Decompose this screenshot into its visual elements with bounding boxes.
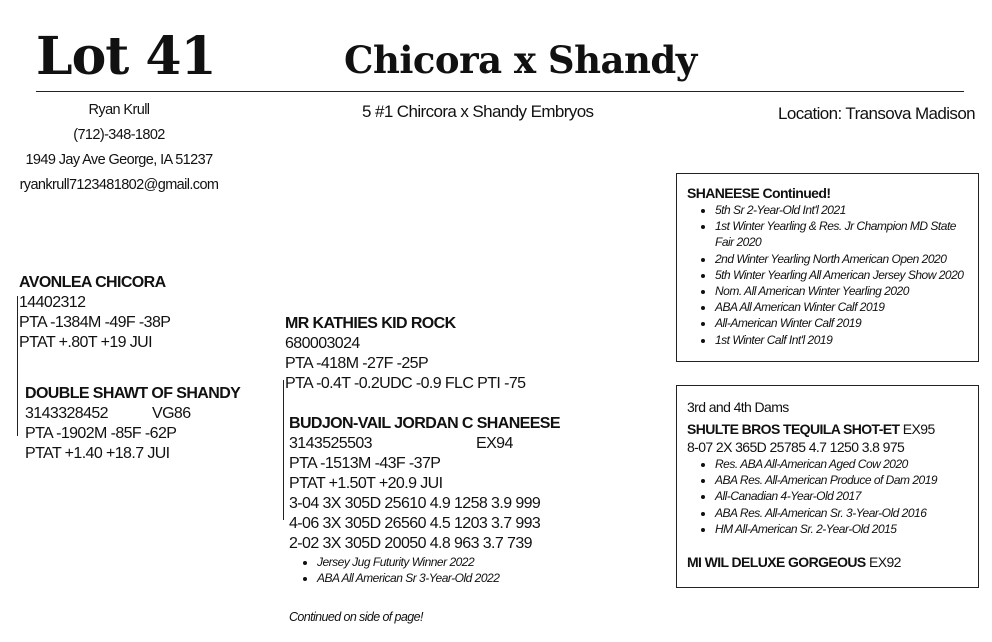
granddam-block	[289, 414, 560, 586]
dam3-record: 8-07 2X 365D 25785 4.7 1250 3.8 975	[687, 439, 905, 455]
list-item: • ABA All American Winter Calf 2019	[715, 299, 970, 315]
list-item: • 5th Winter Yearling All American Jersey Show 2020	[715, 267, 970, 283]
list-item: • Res. ABA All-American Aged Cow 2020	[715, 456, 970, 472]
dam-ptat: PTAT +1.40 +18.7 JUI	[25, 445, 170, 462]
dam-score: VG86	[152, 405, 191, 422]
dam3-score: EX95	[902, 421, 935, 437]
granddam-reg: 3143525503	[289, 435, 372, 452]
sire-ptat: PTAT +.80T +19 JUI	[19, 334, 152, 351]
grandsire-block	[285, 314, 525, 394]
grandsire-name: MR KATHIES KID ROCK	[285, 315, 456, 332]
dam-reg: 3143328452	[25, 405, 108, 422]
dams-box-heading: 3rd and 4th Dams	[687, 399, 789, 415]
dam3-awards	[687, 456, 970, 537]
granddam-reg-row	[289, 434, 513, 454]
dam-name: DOUBLE SHAWT OF SHANDY	[25, 385, 241, 402]
sire-reg: 14402312	[19, 294, 86, 311]
list-item: • 1st Winter Calf Int'l 2019	[715, 332, 970, 348]
shaneese-awards	[687, 202, 970, 348]
list-item: • 5th Sr 2-Year-Old Int'l 2021	[715, 202, 970, 218]
list-item: • 2nd Winter Yearling North American Open 2020	[715, 251, 970, 267]
lot-number: Lot 41	[36, 26, 216, 87]
sire-name: AVONLEA CHICORA	[19, 274, 166, 291]
list-item: • All-Canadian 4-Year-Old 2017	[715, 488, 970, 504]
list-item: • ABA All American Sr 3-Year-Old 2022	[317, 570, 560, 586]
dam4-score: EX92	[868, 554, 901, 571]
continued-note: Continued on side of page!	[289, 610, 423, 624]
sire-block	[19, 273, 170, 353]
grandsire-pta: PTA -418M -27F -25P	[285, 355, 429, 372]
contact-phone: (712)-348-1802	[73, 127, 165, 143]
sire-pta: PTA -1384M -49F -38P	[19, 314, 171, 331]
granddam-record-2: 4-06 3X 305D 26560 4.5 1203 3.7 993	[289, 515, 541, 532]
dam-block	[25, 384, 240, 464]
granddam-ptat: PTAT +1.50T +20.9 JUI	[289, 475, 443, 492]
offering-text: 5 #1 Chircora x Shandy Embryos	[362, 102, 594, 121]
contact-name: Ryan Krull	[88, 102, 150, 118]
granddam-score: EX94	[476, 435, 513, 452]
dam3-name: SHULTE BROS TEQUILA SHOT-ET	[687, 421, 900, 437]
list-item: • 1st Winter Yearling & Res. Jr Champion MD State Fair 2020	[715, 218, 970, 250]
location-text: Location: Transova Madison	[778, 104, 976, 123]
pedigree-line-mid	[283, 380, 284, 520]
granddam-record-3: 2-02 3X 305D 20050 4.8 963 3.7 739	[289, 535, 532, 552]
shaneese-continued-box	[676, 173, 979, 362]
granddam-pta: PTA -1513M -43F -37P	[289, 455, 441, 472]
third-fourth-dams-box	[676, 385, 979, 588]
list-item: • All-American Winter Calf 2019	[715, 315, 970, 331]
list-item: • Nom. All American Winter Yearling 2020	[715, 283, 970, 299]
pedigree-line-left	[17, 296, 18, 436]
list-item: • Jersey Jug Futurity Winner 2022	[317, 554, 560, 570]
contact-email: ryankrull7123481802@gmail.com	[19, 177, 219, 193]
dam-reg-row	[25, 404, 195, 424]
contact-block	[16, 98, 222, 198]
granddam-awards	[289, 554, 560, 586]
list-item: • ABA Res. All-American Produce of Dam 2019	[715, 472, 970, 488]
granddam-record-1: 3-04 3X 305D 25610 4.9 1258 3.9 999	[289, 495, 541, 512]
grandsire-reg: 680003024	[285, 335, 360, 352]
dam4-row	[687, 553, 970, 571]
list-item: • ABA Res. All-American Sr. 3-Year-Old 2016	[715, 505, 970, 521]
grandsire-ptat: PTA -0.4T -0.2UDC -0.9 FLC PTI -75	[285, 375, 526, 392]
dam3-row	[687, 420, 970, 438]
header-divider	[36, 91, 964, 92]
list-item: • HM All-American Sr. 2-Year-Old 2015	[715, 521, 970, 537]
shaneese-box-title: SHANEESE Continued!	[687, 185, 831, 201]
dam-pta: PTA -1902M -85F -62P	[25, 425, 177, 442]
page-title: Chicora x Shandy	[344, 38, 697, 82]
dam4-name: MI WIL DELUXE GORGEOUS	[687, 554, 866, 571]
granddam-name: BUDJON-VAIL JORDAN C SHANEESE	[289, 415, 560, 432]
contact-address: 1949 Jay Ave George, IA 51237	[25, 152, 213, 168]
